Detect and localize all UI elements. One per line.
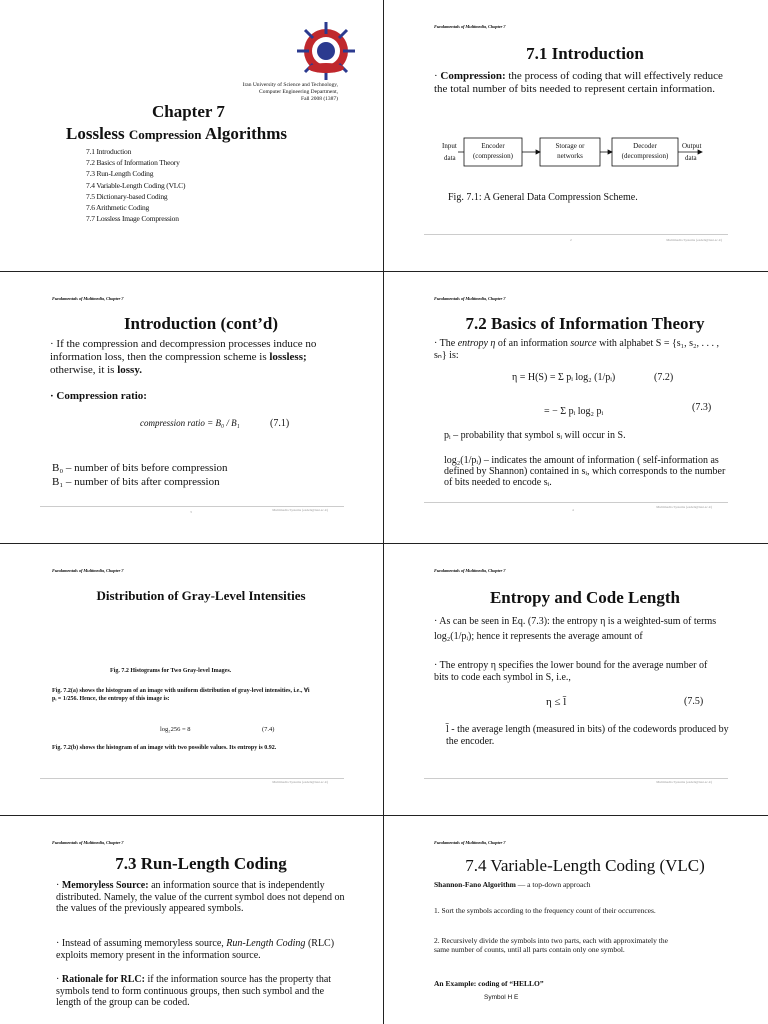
equation-number: (7.5) <box>684 696 704 707</box>
slide-title-text: Entropy and Code Length <box>489 588 681 607</box>
title-word: Compression <box>128 127 202 142</box>
storage-label: Storage or <box>555 142 585 150</box>
weighted-sum-text: As can be seen in Eq. (7.3): the entropy η is a weighted-sum of terms log₂(1/pᵢ); hence it represents the average amount of <box>434 616 717 642</box>
bullet-compression-ratio: · Compression ratio: <box>50 390 147 402</box>
self-information-definition: log₂(1/pᵢ) – indicates the amount of information ( self-information as defined by Shannon) contained in sᵢ, which corresponds to the number of bits needed to encode sᵢ. <box>444 455 726 488</box>
encoder-label: (compression) <box>472 152 514 160</box>
title-word: Lossless <box>66 124 125 143</box>
toc-item: 7.4 Variable-Length Coding (VLC) <box>86 180 186 190</box>
slide-introduction-contd <box>0 272 384 544</box>
toc-item: 7.7 Lossless Image Compression <box>86 214 179 224</box>
university-line: Iran University of Science and Technology, <box>242 82 338 88</box>
slide-variable-length-coding <box>384 816 768 1024</box>
entropy-definition: · The entropy η of an information source with alphabet S = {s₁, s₂, . . . , sₙ} is: <box>434 338 720 361</box>
slide-header: Fundamentals of Multimedia, Chapter 7 <box>434 840 506 845</box>
term-entropy: entropy η <box>457 338 496 349</box>
chapter-title <box>66 124 287 144</box>
uniform-entropy-equation: log₂256 = 8 <box>160 726 191 733</box>
figure-caption: Fig. 7.1: A General Data Compression Scheme. <box>448 192 638 203</box>
encoder-label: Encoder <box>481 142 505 150</box>
toc-item: 7.6 Arithmetic Coding <box>86 203 150 213</box>
table-of-contents <box>86 146 185 224</box>
entropy-bound-equation: η ≤ l̄ <box>546 696 567 708</box>
lower-bound-text: The entropy η specifies the lower bound for the average number of bits to code each symbol in S, i.e., <box>434 660 708 683</box>
chapter-number: Chapter 7 <box>152 102 225 121</box>
entropy-text: The <box>439 338 456 349</box>
footer-rule <box>424 234 728 235</box>
footer-rule <box>424 778 728 779</box>
step-divide: 2. Recursively divide the symbols into two parts, each with approximately the same number of counts, until all parts contain only one symbol. <box>434 936 668 954</box>
slide-footer: Multimedia Systems (eadeli@iust.ac.ir) <box>656 780 712 784</box>
slide-title-text: Distribution of Gray-Level Intensities <box>96 588 306 603</box>
slide-title-text: 7.1 Introduction <box>526 44 644 63</box>
semester-line: Fall 2008 (1387) <box>301 96 338 102</box>
toc-item: 7.1 Introduction <box>86 147 132 156</box>
slide-title-text: 7.2 Basics of Information Theory <box>465 314 705 333</box>
university-info <box>243 82 338 103</box>
page-number: 3 <box>190 510 192 514</box>
entropy-equation-1: η = H(S) = Σ pᵢ log₂ (1/pᵢ) <box>512 372 616 383</box>
toc-item: 7.3 Run-Length Coding <box>86 169 154 179</box>
equation-number: (7.1) <box>270 418 290 429</box>
department-line: Computer Engineering Department, <box>259 89 338 95</box>
toc-item: 7.2 Basics of Information Theory <box>86 158 180 168</box>
diagram-input-label: data <box>444 154 456 162</box>
slide-title-text: 7.3 Run-Length Coding <box>115 854 287 873</box>
shannon-fano-rest: — a top-down approach <box>517 880 591 889</box>
slide-header: Fundamentals of Multimedia, Chapter 7 <box>434 24 506 29</box>
diagram-input-label: Input <box>442 142 457 150</box>
slide-header: Fundamentals of Multimedia, Chapter 7 <box>434 568 506 573</box>
two-value-histogram-note: Fig. 7.2(b) shows the histogram of an image with two possible values. Its entropy is 0.92. <box>52 745 277 751</box>
lossless-text: If the compression and decompression processes induce no information loss, then the compression scheme is <box>50 338 317 363</box>
slide-header: Fundamentals of Multimedia, Chapter 7 <box>434 296 506 301</box>
footer-rule <box>40 778 344 779</box>
rlc-text: (RLC) exploits memory present in the information source. <box>56 938 335 961</box>
equation-number: (7.2) <box>654 372 674 383</box>
diagram-output-label: data <box>685 154 697 162</box>
term-compression: Compression: <box>440 70 506 82</box>
uniform-histogram-note: Fig. 7.2(a) shows the histogram of an image with uniform distribution of gray-level intensities, i.e., ∀i pᵢ = 1/256. Hence, the entropy of this image is: <box>52 688 310 702</box>
slide-footer: Multimedia Systems (eadeli@iust.ac.ir) <box>656 505 712 509</box>
term-memoryless-source: Memoryless Source: <box>61 880 149 891</box>
title-word: Algorithms <box>204 124 288 143</box>
b0-definition: B₀ – number of bits before compression <box>52 462 228 474</box>
slide-run-length-coding <box>0 816 384 1024</box>
lossless-text: otherwise, it is <box>50 364 115 376</box>
term-rationale: Rationale for RLC: <box>61 974 145 985</box>
shannon-fano-heading <box>434 880 590 889</box>
slide-header: Fundamentals of Multimedia, Chapter 7 <box>52 296 124 301</box>
slide-introduction <box>384 0 768 272</box>
page-number: 4 <box>572 508 574 512</box>
slide-title-text: 7.4 Variable-Length Coding (VLC) <box>465 856 705 875</box>
shannon-fano-term: Shannon-Fano Algorithm <box>434 880 516 889</box>
symbol-table-header: Symbol H E <box>484 994 519 1001</box>
page-number: 2 <box>570 238 572 242</box>
entropy-lower-bound-note: · The entropy η specifies the lower bound for the average number of bits to code each symbol in S, i.e., <box>434 660 708 683</box>
equation-number: (7.4) <box>262 726 275 733</box>
slide-footer: Multimedia Systems (eadeli@iust.ac.ir) <box>272 780 328 784</box>
b1-definition: B₁ – number of bits after compression <box>52 476 220 488</box>
term-lossless: lossless; <box>269 351 307 363</box>
slide-entropy-code-length <box>384 544 768 816</box>
footer-rule <box>424 502 728 503</box>
entropy-text: with alphabet S = {s₁, s₂, . . . , sₙ} is: <box>434 338 720 361</box>
term-run-length-coding: Run-Length Coding <box>226 938 306 949</box>
university-logo-icon <box>295 20 357 82</box>
bullet-lossless: · If the compression and decompression processes induce no information loss, then the compression scheme is lossless; otherwise, it is lossy. <box>50 338 317 376</box>
slide-header: Fundamentals of Multimedia, Chapter 7 <box>52 840 124 845</box>
footer-rule <box>40 506 344 507</box>
slide-gray-level-distribution <box>0 544 384 816</box>
slide-information-theory <box>384 272 768 544</box>
hello-example: An Example: coding of “HELLO” <box>434 979 544 988</box>
decoder-label: Decoder <box>633 142 657 150</box>
bullet-compression: · Compression: the process of coding that will effectively reduce the total number of bits needed to represent certain information. <box>434 70 723 95</box>
slide-footer: Multimedia Systems (eadeli@iust.ac.ir) <box>272 508 328 512</box>
definition-text: the process of coding that will effectively reduce the total number of bits needed to represent certain information. <box>434 70 723 95</box>
step-sort: 1. Sort the symbols according to the frequency count of their occurrences. <box>434 906 656 915</box>
rlc-memory-bullet: · Instead of assuming memoryless source, Run-Length Coding (RLC) exploits memory present in the information source. <box>56 938 335 961</box>
memoryless-text: an information source that is independently distributed. Namely, the value of the current symbol does not depend on the values of the previously appeared symbols. <box>56 880 345 914</box>
compression-ratio-equation: compression ratio = B₀ / B₁ <box>140 418 240 428</box>
figure-caption: Fig. 7.2 Histograms for Two Gray-level Images. <box>110 668 232 674</box>
rationale-text: if the information source has the property that symbols tend to form continuous groups, then such symbol and the length of the group can be coded. <box>56 974 332 1008</box>
term-lossy: lossy. <box>117 364 142 376</box>
rlc-text: Instead of assuming memoryless source, <box>61 938 224 949</box>
slide-header: Fundamentals of Multimedia, Chapter 7 <box>52 568 124 573</box>
storage-label: networks <box>557 152 583 160</box>
toc-item: 7.5 Dictionary-based Coding <box>86 191 168 201</box>
entropy-text: of an information <box>497 338 568 349</box>
entropy-equation-2: = − Σ pᵢ log₂ pᵢ <box>544 406 604 417</box>
slide-title <box>0 0 384 272</box>
compression-scheme-diagram <box>442 136 742 176</box>
rlc-rationale-bullet: · Rationale for RLC: if the information source has the property that symbols tend to form continuous groups, then such symbol and the length of the group can be coded. <box>56 974 332 1008</box>
slide-footer: Multimedia Systems (eadeli@iust.ac.ir) <box>666 238 722 242</box>
equation-number: (7.3) <box>692 402 712 413</box>
average-length-definition: l̄ - the average length (measured in bits) of the codewords produced by the encoder. <box>446 724 729 747</box>
compression-ratio-label: Compression ratio: <box>56 390 147 402</box>
slide-title-text: Introduction (cont’d) <box>123 314 279 333</box>
entropy-weighted-sum-note: · As can be seen in Eq. (7.3): the entropy η is a weighted-sum of terms log₂(1/pᵢ); hence it represents the average amount of <box>434 616 717 642</box>
term-source: source <box>570 338 597 349</box>
diagram-output-label: Output <box>682 142 702 150</box>
probability-definition: pᵢ – probability that symbol sᵢ will occur in S. <box>444 430 626 441</box>
memoryless-source-bullet: · Memoryless Source: an information source that is independently distributed. Namely, the value of the current symbol does not depend on the values of the previously appeared symbols. <box>56 880 345 914</box>
decoder-label: (decompression) <box>621 152 669 160</box>
